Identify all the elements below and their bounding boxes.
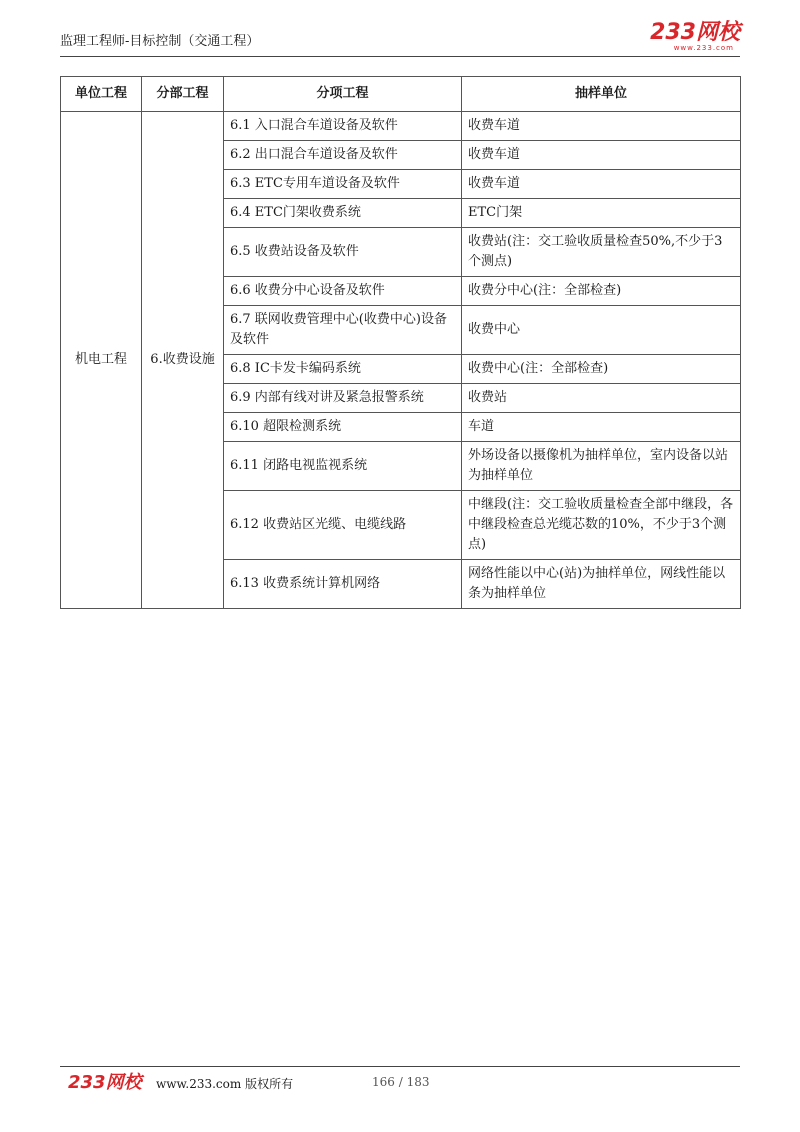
item-cell: 6.11 闭路电视监视系统: [224, 442, 462, 491]
header-divider: [60, 56, 740, 57]
item-cell: 6.3 ETC专用车道设备及软件: [224, 170, 462, 199]
sample-cell: 收费车道: [462, 112, 741, 141]
item-cell: 6.12 收费站区光缆、电缆线路: [224, 491, 462, 560]
item-cell: 6.5 收费站设备及软件: [224, 228, 462, 277]
page-header: [60, 22, 740, 58]
item-cell: 6.13 收费系统计算机网络: [224, 560, 462, 609]
footer-divider: [60, 1066, 740, 1067]
sample-cell: ETC门架: [462, 199, 741, 228]
document-title: 监理工程师-目标控制（交通工程）: [60, 34, 260, 49]
table-header-row: [61, 77, 741, 112]
column-header-sample: 抽样单位: [462, 77, 741, 112]
item-cell: 6.2 出口混合车道设备及软件: [224, 141, 462, 170]
item-cell: 6.8 IC卡发卡编码系统: [224, 355, 462, 384]
item-cell: 6.9 内部有线对讲及紧急报警系统: [224, 384, 462, 413]
sample-cell: 收费车道: [462, 170, 741, 199]
logo-url: www.233.com: [673, 44, 734, 52]
column-header-division: 分部工程: [142, 77, 224, 112]
sample-cell: 车道: [462, 413, 741, 442]
item-cell: 6.4 ETC门架收费系统: [224, 199, 462, 228]
brand-logo: [650, 22, 740, 52]
column-header-unit: 单位工程: [61, 77, 142, 112]
logo-text: 233网校: [650, 20, 740, 45]
item-cell: 6.7 联网收费管理中心(收费中心)设备及软件: [224, 306, 462, 355]
sample-cell: 外场设备以摄像机为抽样单位，室内设备以站为抽样单位: [462, 442, 741, 491]
division-cell: 6.收费设施: [142, 112, 224, 609]
page-footer: [60, 1072, 740, 1096]
sample-cell: 中继段(注：交工验收质量检查全部中继段，各中继段检查总光缆芯数的10%，不少于3个测点): [462, 491, 741, 560]
sample-cell: 收费中心: [462, 306, 741, 355]
page-number: 166 / 183: [372, 1075, 430, 1089]
sample-cell: 网络性能以中心(站)为抽样单位，网线性能以条为抽样单位: [462, 560, 741, 609]
sample-cell: 收费车道: [462, 141, 741, 170]
footer-logo: 233网校: [68, 1072, 142, 1093]
sample-cell: 收费站(注：交工验收质量检查50%,不少于3个测点): [462, 228, 741, 277]
sample-cell: 收费站: [462, 384, 741, 413]
sample-cell: 收费分中心(注：全部检查): [462, 277, 741, 306]
item-cell: 6.10 超限检测系统: [224, 413, 462, 442]
table-row: [61, 112, 741, 141]
item-cell: 6.1 入口混合车道设备及软件: [224, 112, 462, 141]
item-cell: 6.6 收费分中心设备及软件: [224, 277, 462, 306]
sampling-unit-table: [60, 76, 741, 609]
sample-cell: 收费中心(注：全部检查): [462, 355, 741, 384]
copyright-text: www.233.com 版权所有: [156, 1077, 294, 1091]
unit-cell: 机电工程: [61, 112, 142, 609]
column-header-item: 分项工程: [224, 77, 462, 112]
